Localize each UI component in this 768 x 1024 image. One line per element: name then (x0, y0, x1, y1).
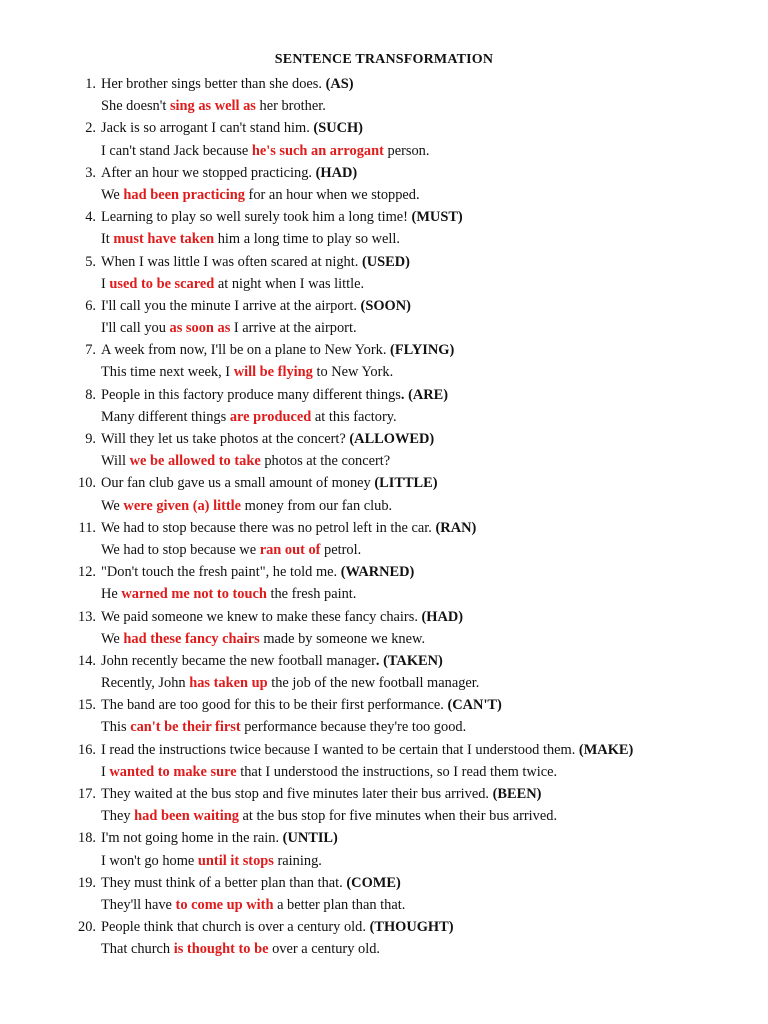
answer-line (74, 273, 754, 295)
exercise-item (74, 384, 754, 428)
answer-highlight: warned me not to touch (121, 586, 267, 603)
question-line (74, 295, 754, 317)
answer-line (74, 495, 754, 517)
answer-highlight: were given (a) little (123, 497, 242, 514)
question-line (74, 783, 754, 805)
answer-prefix: It (101, 231, 114, 248)
answer-line (74, 317, 754, 339)
answer-prefix: Recently, John (101, 675, 190, 692)
answer-line (74, 228, 754, 250)
answer-line (74, 406, 754, 428)
answer-suffix: I arrive at the airport. (230, 320, 357, 337)
keyword: (ALLOWED) (349, 431, 435, 447)
question-text: Learning to play so well surely took him a long time! (101, 209, 412, 226)
question-text: They waited at the bus stop and five minutes later their bus arrived. (101, 786, 493, 802)
answer-highlight: will be flying (233, 364, 313, 381)
exercise-item (74, 117, 754, 161)
answer-line (74, 894, 754, 916)
answer-prefix: I can't stand Jack because (101, 142, 252, 159)
answer-line (74, 850, 754, 872)
answer-suffix: for an hour when we stopped. (244, 186, 420, 203)
question-text: I read the instructions twice because I wanted to be certain that I understood them. (101, 741, 579, 758)
answer-highlight: to come up with (175, 896, 274, 913)
answer-prefix: We (101, 630, 124, 647)
item-number: 4. (85, 209, 96, 226)
answer-prefix: I'll call you (101, 320, 170, 337)
answer-line (74, 672, 754, 694)
question-text: "Don't touch the fresh paint", he told me. (101, 564, 341, 581)
answer-highlight: sing as well as (169, 98, 256, 115)
exercise-item (74, 472, 754, 516)
answer-prefix: That church (101, 941, 174, 958)
answer-suffix: at this factory. (311, 408, 397, 425)
answer-prefix: He (101, 586, 122, 603)
answer-suffix: raining. (273, 852, 322, 869)
keyword: (SOON) (360, 297, 411, 314)
answer-suffix: over a century old. (268, 941, 380, 958)
keyword: (THOUGHT) (369, 919, 454, 936)
keyword: (LITTLE) (374, 475, 438, 492)
exercise-item (74, 428, 754, 472)
question-line (74, 872, 754, 894)
answer-prefix: They (101, 808, 135, 825)
question-line (74, 472, 754, 494)
answer-line (74, 938, 754, 960)
question-line (74, 606, 754, 628)
question-text: We had to stop because there was no petrol left in the car. (101, 519, 436, 536)
exercise-item (74, 339, 754, 383)
answer-highlight: wanted to make sure (109, 763, 237, 780)
keyword: (UNTIL) (282, 830, 338, 847)
answer-suffix: photos at the concert? (260, 453, 391, 470)
answer-prefix: This (101, 719, 131, 736)
answer-highlight: is thought to be (173, 941, 269, 958)
question-line (74, 827, 754, 849)
item-number: 20. (78, 919, 96, 936)
keyword: (RAN) (435, 519, 477, 536)
question-line (74, 251, 754, 273)
answer-prefix: I won't go home (101, 852, 198, 869)
keyword: (FLYING) (390, 342, 455, 359)
exercise-item (74, 162, 754, 206)
item-number: 17. (78, 786, 96, 802)
answer-prefix: We had to stop because we (101, 541, 260, 558)
question-line (74, 561, 754, 583)
question-text: Our fan club gave us a small amount of money (101, 475, 375, 492)
question-line (74, 162, 754, 184)
exercise-item (74, 295, 754, 339)
keyword: . (ARE) (400, 386, 449, 403)
keyword: (SUCH) (313, 120, 363, 137)
item-number: 15. (78, 697, 96, 714)
answer-suffix: at night when I was little. (214, 275, 365, 292)
question-text: Will they let us take photos at the concert? (101, 431, 350, 447)
keyword: (HAD) (421, 608, 464, 625)
question-text: Jack is so arrogant I can't stand him. (101, 120, 314, 137)
item-number: 2. (85, 120, 96, 137)
answer-line (74, 539, 754, 561)
answer-line (74, 140, 754, 162)
keyword: (WARNED) (340, 564, 415, 581)
answer-suffix: petrol. (320, 541, 362, 558)
question-line (74, 428, 754, 450)
answer-suffix: person. (383, 142, 430, 159)
answer-highlight: had these fancy chairs (123, 630, 260, 647)
keyword: (MUST) (411, 209, 463, 226)
exercise-item (74, 739, 754, 783)
question-text: I'll call you the minute I arrive at the airport. (101, 297, 361, 314)
question-line (74, 739, 754, 761)
exercise-item (74, 650, 754, 694)
answer-line (74, 361, 754, 383)
question-line (74, 73, 754, 95)
question-text: When I was little I was often scared at night. (101, 253, 362, 270)
answer-highlight: are produced (229, 408, 312, 425)
keyword: (CAN'T) (447, 697, 502, 714)
answer-suffix: money from our fan club. (241, 497, 393, 514)
exercise-item (74, 251, 754, 295)
question-text: People in this factory produce many different things (101, 386, 401, 403)
answer-prefix: I (101, 763, 110, 780)
exercise-item (74, 606, 754, 650)
answer-prefix: Many different things (101, 408, 230, 425)
question-line (74, 916, 754, 938)
answer-line (74, 583, 754, 605)
question-line (74, 650, 754, 672)
answer-line (74, 95, 754, 117)
exercise-item (74, 783, 754, 827)
answer-suffix: a better plan than that. (273, 896, 406, 913)
keyword: (COME) (346, 874, 401, 891)
answer-suffix: him a long time to play so well. (214, 231, 400, 248)
question-line (74, 339, 754, 361)
answer-prefix: We (101, 186, 124, 203)
answer-highlight: had been waiting (134, 808, 239, 825)
exercise-item (74, 694, 754, 738)
exercise-item (74, 73, 754, 117)
item-number: 6. (85, 297, 96, 314)
answer-suffix: performance because they're too good. (240, 719, 467, 736)
question-text: People think that church is over a century old. (101, 919, 370, 936)
answer-highlight: as soon as (169, 320, 231, 337)
question-text: After an hour we stopped practicing. (101, 164, 316, 181)
question-line (74, 384, 754, 406)
answer-prefix: This time next week, I (101, 364, 234, 381)
answer-line (74, 450, 754, 472)
item-number: 5. (85, 253, 96, 270)
keyword: (USED) (361, 253, 410, 270)
page-title: SENTENCE TRANSFORMATION (274, 52, 494, 67)
item-number: 11. (78, 519, 96, 536)
item-number: 14. (78, 652, 96, 669)
answer-line (74, 761, 754, 783)
item-number: 18. (78, 830, 96, 847)
answer-suffix: at the bus stop for five minutes when their bus arrived. (238, 808, 558, 825)
answer-suffix: made by someone we knew. (259, 630, 426, 647)
item-number: 3. (85, 164, 96, 181)
answer-line (74, 184, 754, 206)
answer-suffix: to New York. (312, 364, 394, 381)
answer-line (74, 805, 754, 827)
exercise-item (74, 916, 754, 960)
answer-highlight: we be allowed to take (129, 453, 261, 470)
question-line (74, 206, 754, 228)
question-text: Her brother sings better than she does. (101, 76, 326, 92)
item-number: 13. (78, 608, 96, 625)
exercise-item (74, 206, 754, 250)
answer-highlight: has taken up (189, 675, 268, 692)
exercise-item (74, 827, 754, 871)
answer-highlight: used to be scared (109, 275, 215, 292)
question-text: A week from now, I'll be on a plane to New York. (101, 342, 391, 359)
answer-highlight: can't be their first (130, 719, 241, 736)
item-number: 19. (78, 874, 96, 891)
item-number: 1. (85, 76, 96, 92)
answer-highlight: he's such an arrogant (251, 142, 384, 159)
exercise-item (74, 517, 754, 561)
keyword: (MAKE) (578, 741, 634, 758)
answer-suffix: her brother. (255, 98, 326, 115)
question-text: They must think of a better plan than that. (101, 874, 347, 891)
answer-suffix: the fresh paint. (266, 586, 357, 603)
answer-highlight: must have taken (113, 231, 215, 248)
keyword: (HAD) (315, 164, 358, 181)
exercise-item (74, 561, 754, 605)
answer-prefix: She doesn't (101, 98, 170, 115)
answer-suffix: that I understood the instructions, so I read them twice. (236, 763, 558, 780)
keyword: . (TAKEN) (375, 652, 443, 669)
item-number: 7. (85, 342, 96, 359)
exercise-list (74, 73, 754, 961)
question-line (74, 517, 754, 539)
item-number: 16. (78, 741, 96, 758)
exercise-item (74, 872, 754, 916)
answer-prefix: We (101, 497, 124, 514)
question-text: I'm not going home in the rain. (101, 830, 283, 847)
answer-highlight: ran out of (259, 541, 321, 558)
item-number: 9. (85, 431, 96, 447)
answer-line (74, 716, 754, 738)
answer-suffix: the job of the new football manager. (267, 675, 480, 692)
question-line (74, 694, 754, 716)
answer-prefix: They'll have (101, 896, 176, 913)
item-number: 12. (78, 564, 96, 581)
question-text: We paid someone we knew to make these fancy chairs. (101, 608, 422, 625)
item-number: 10. (78, 475, 96, 492)
answer-highlight: until it stops (197, 852, 274, 869)
answer-prefix: Will (101, 453, 130, 470)
keyword: (AS) (325, 76, 354, 92)
question-text: The band are too good for this to be their first performance. (101, 697, 448, 714)
answer-highlight: had been practicing (123, 186, 245, 203)
item-number: 8. (85, 386, 96, 403)
question-text: John recently became the new football manager (101, 652, 376, 669)
answer-prefix: I (101, 275, 110, 292)
question-line (74, 117, 754, 139)
keyword: (BEEN) (492, 786, 542, 802)
answer-line (74, 628, 754, 650)
